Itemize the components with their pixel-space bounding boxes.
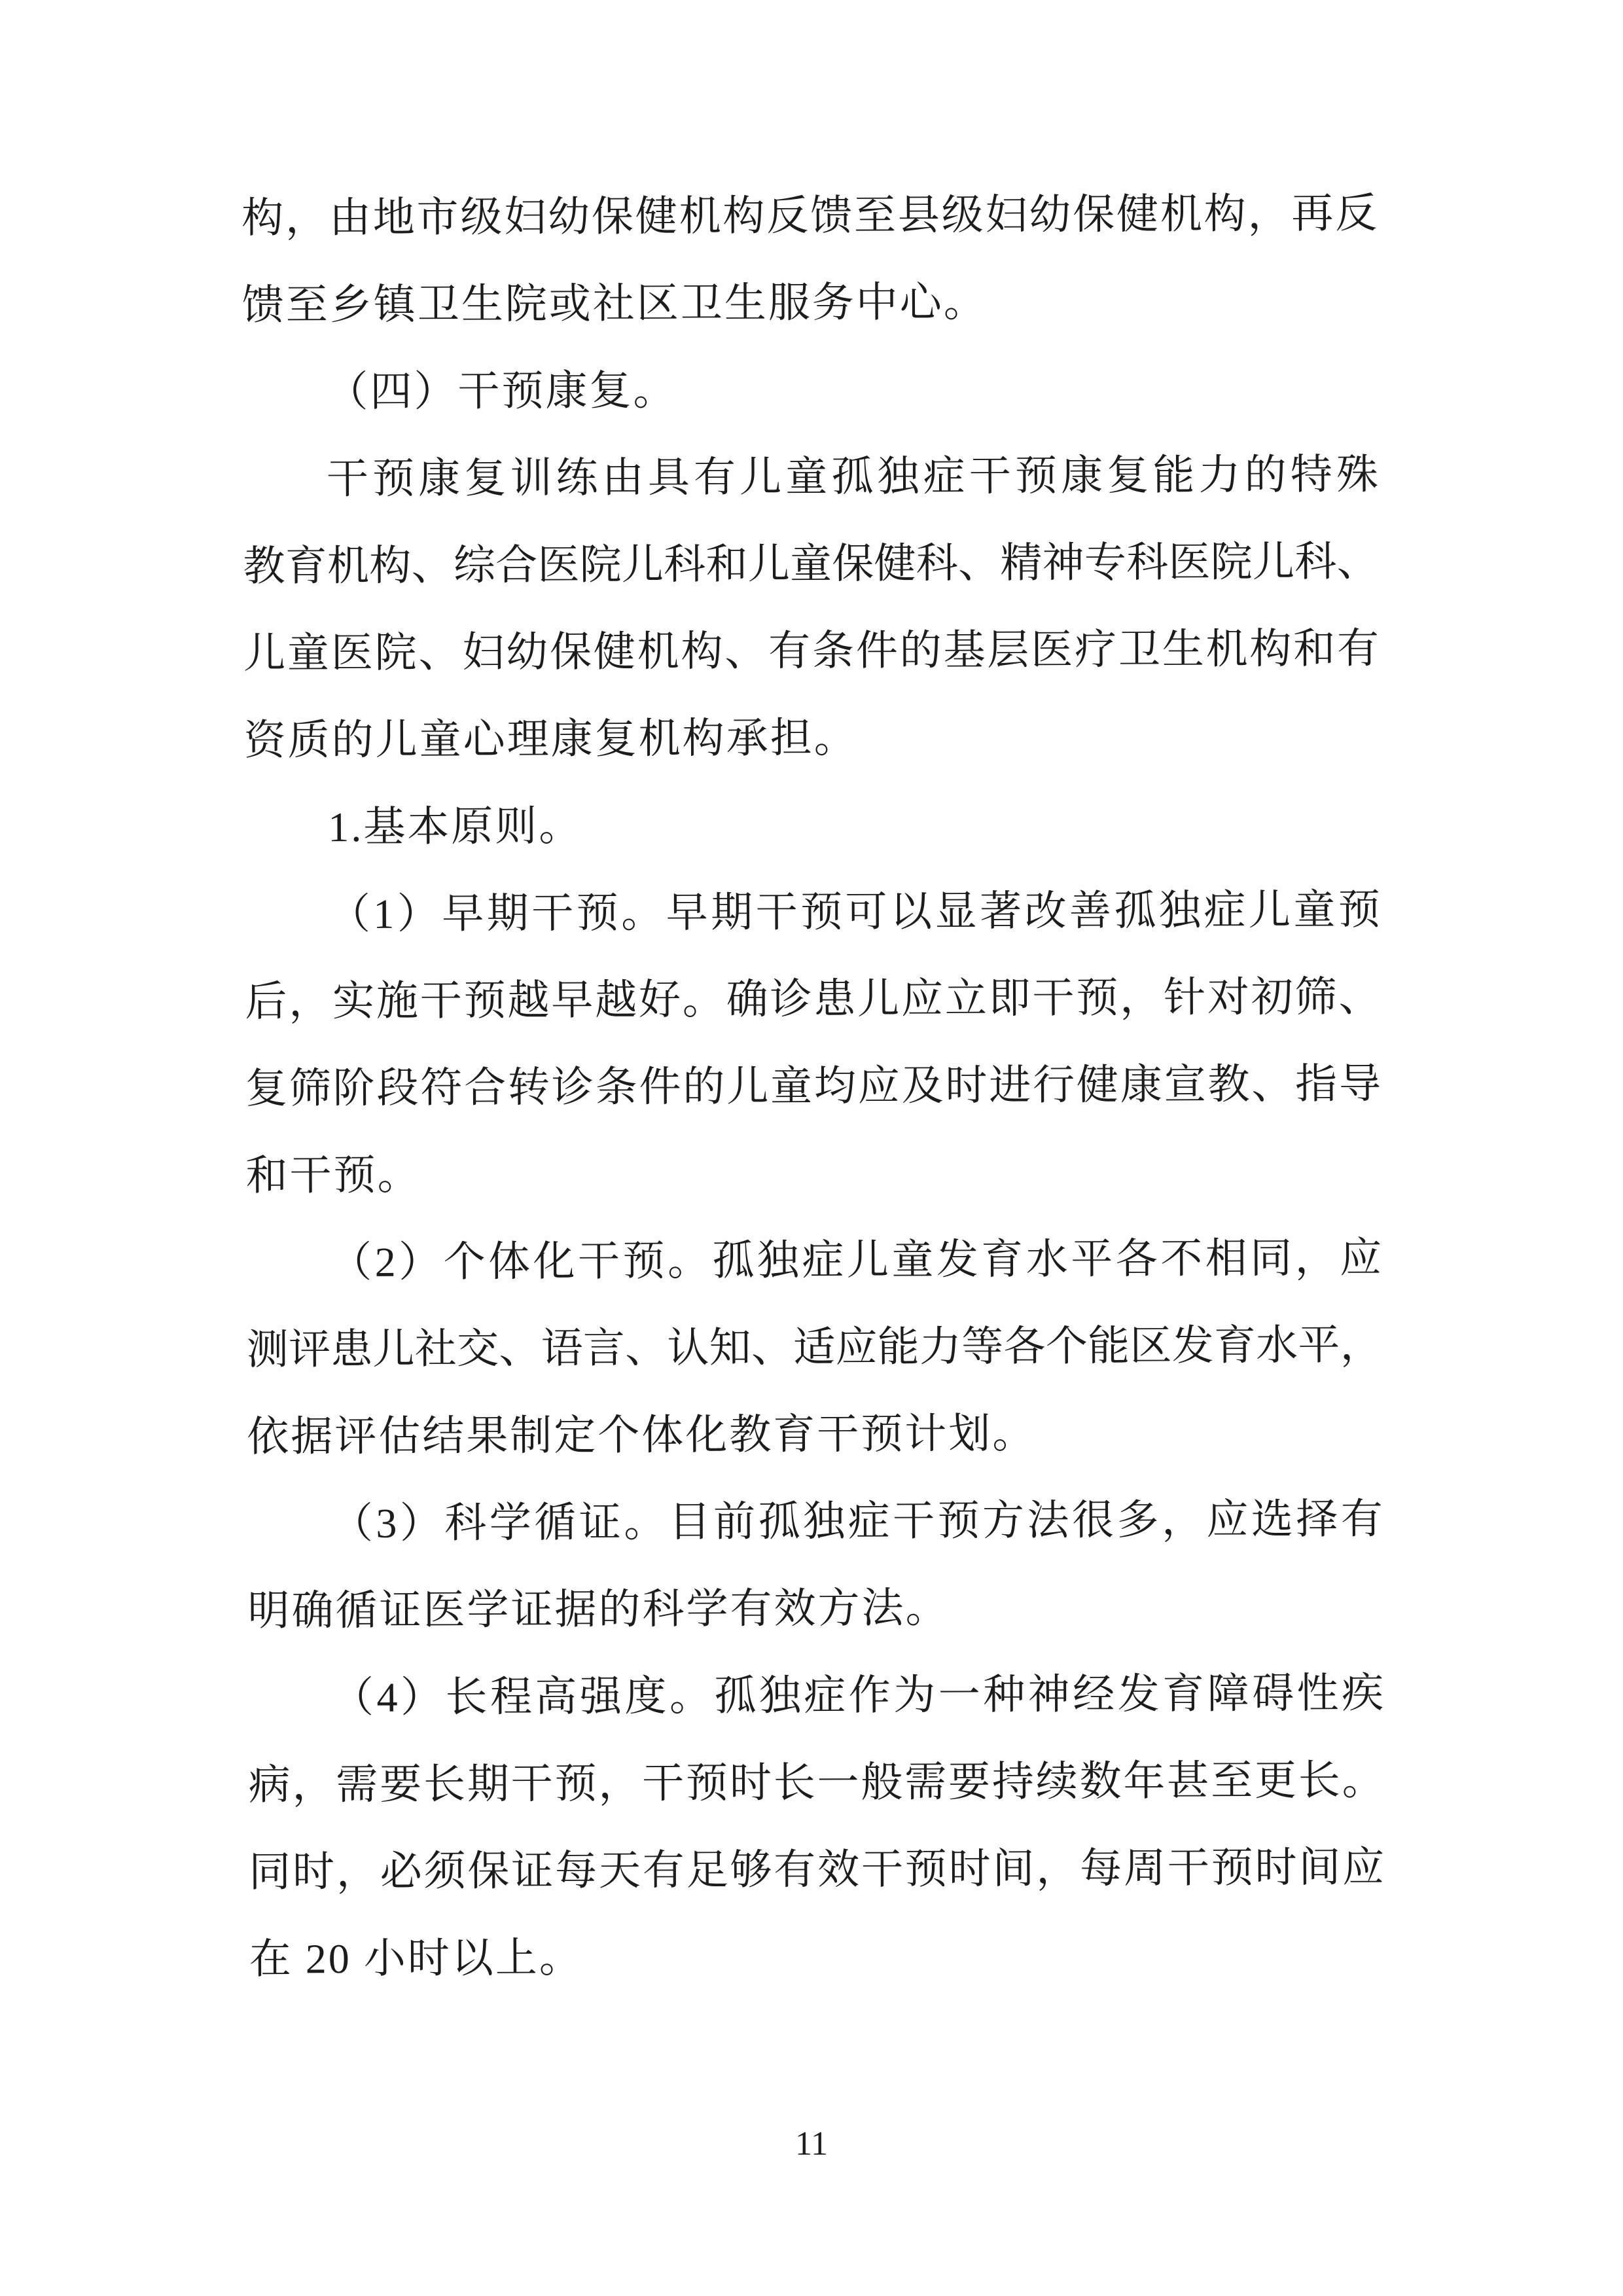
text-line: （4）长程高强度。孤独症作为一种神经发育障碍性疾: [331, 1670, 1384, 1721]
text-line: 依据评估结果制定个体化教育干预计划。: [247, 1410, 1037, 1460]
text-line: 干预康复训练由具有儿童孤独症干预康复能力的特殊: [326, 451, 1379, 503]
text-line: 测评患儿社交、语言、认知、适应能力等各个能区发育水平，: [246, 1321, 1382, 1373]
text-line: （2）个体化干预。孤独症儿童发育水平各不相同，应: [330, 1234, 1382, 1286]
text-line: 教育机构、综合医院儿科和儿童保健科、精神专科医院儿科、: [243, 538, 1379, 590]
text-line: 资质的儿童心理康复机构承担。: [243, 714, 858, 764]
text-line: 构，由地市级妇幼保健机构反馈至县级妇幼保健机构，再反: [241, 190, 1378, 242]
document-body: [241, 170, 1385, 2003]
text-line: 在 20 小时以上。: [249, 1934, 583, 1982]
text-line: （1）早期干预。早期干预可以显著改善孤独症儿童预: [328, 886, 1380, 938]
text-line: 病，需要长期干预，干预时长一般需要持续数年甚至更长。: [248, 1757, 1384, 1808]
text-line: （3）科学循证。目前孤独症干预方法很多，应选择有: [330, 1496, 1383, 1547]
text-line: 明确循证医学证据的科学有效方法。: [247, 1585, 950, 1634]
text-line: 后，实施干预越早越好。确诊患儿应立即干预，针对初筛、: [245, 973, 1381, 1025]
text-line: 馈至乡镇卫生院或社区卫生服务中心。: [241, 278, 988, 329]
text-line: （四）干预康复。: [326, 367, 677, 416]
text-line: 同时，必须保证每天有足够有效干预时间，每周干预时间应: [249, 1844, 1385, 1895]
page-number: 11: [794, 2125, 829, 2162]
text-line: 复筛阶段符合转诊条件的儿童均应及时进行健康宣教、指导: [245, 1060, 1382, 1112]
text-line: 1.基本原则。: [328, 802, 583, 851]
text-line: 和干预。: [245, 1151, 421, 1199]
text-line: 儿童医院、妇幼保健机构、有条件的基层医疗卫生机构和有: [243, 625, 1380, 677]
